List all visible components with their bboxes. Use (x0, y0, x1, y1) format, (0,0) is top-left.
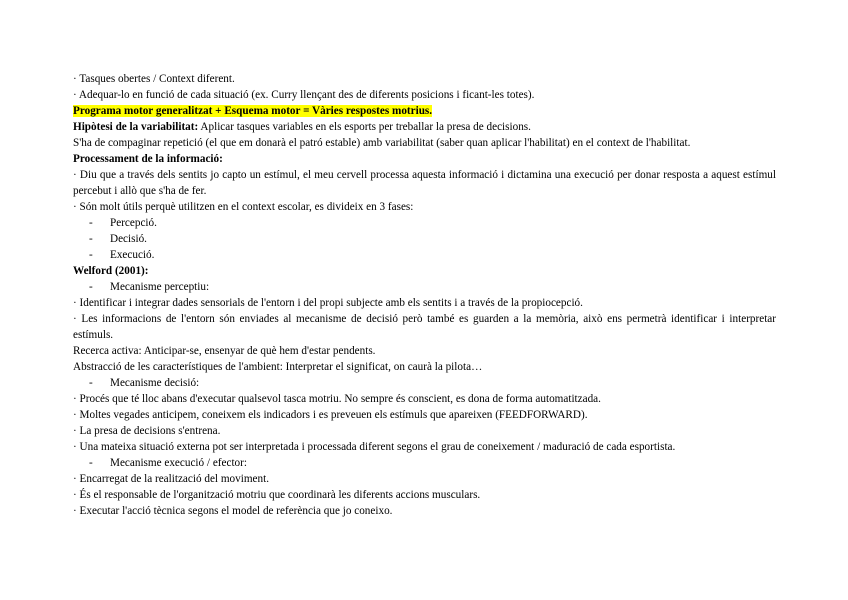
variability-text: Aplicar tasques variables en els esports per treballar la presa de decisions. (198, 121, 531, 133)
text-line: · És el responsable de l'organització motriu que coordinarà les diferents accions musculars. (73, 489, 481, 501)
dash-marker: - (89, 217, 93, 229)
list-item (73, 215, 776, 231)
text-line: · Identificar i integrar dades sensorials de l'entorn i del propi subjecte amb els sentits i a través de la propiocepció. (73, 297, 583, 309)
list-item-label: Percepció. (110, 217, 157, 229)
dash-marker: - (89, 281, 93, 293)
list-item (73, 279, 776, 295)
text-line: Abstracció de les característiques de l'ambient: Interpretar el significat, on caurà la pilota… (73, 361, 483, 373)
list-item (73, 375, 776, 391)
text-line: · Executar l'acció tècnica segons el model de referència que jo coneixo. (73, 505, 393, 517)
text-line: · Una mateixa situació externa pot ser interpretada i processada diferent segons el grau de coneixement / maduració de cada esportista. (73, 441, 676, 453)
text-line: Recerca activa: Anticipar-se, ensenyar de què hem d'estar pendents. (73, 345, 376, 357)
list-item-label: Mecanisme perceptiu: (110, 281, 210, 293)
variability-line (73, 119, 776, 135)
list-item-label: Mecanisme decisió: (110, 377, 200, 389)
paragraph: · Les informacions de l'entorn són enviades al mecanisme de decisió però també es guarden a la memòria, això ens permetrà identificar i interpretar estímuls. (73, 313, 776, 341)
list-item-label: Mecanisme execució / efector: (110, 457, 247, 469)
text-line: · Tasques obertes / Context diferent. (73, 73, 235, 85)
list-item (73, 231, 776, 247)
section-heading: Welford (2001): (73, 265, 149, 277)
text-line: · Adequar-lo en funció de cada situació (ex. Curry llençant des de diferents posicions i ficant-les totes). (73, 89, 535, 101)
dash-marker: - (89, 233, 93, 245)
text-line: · Són molt útils perquè utilitzen en el context escolar, es divideix en 3 fases: (73, 201, 414, 213)
list-item-label: Decisió. (110, 233, 147, 245)
text-line: · Moltes vegades anticipem, coneixem els indicadors i es preveuen els estímuls que apareixen (FEEDFORWARD). (73, 409, 588, 421)
text-line: · La presa de decisions s'entrena. (73, 425, 221, 437)
document-body (73, 71, 776, 519)
highlighted-heading (73, 103, 776, 119)
paragraph: · Diu que a través dels sentits jo capto un estímul, el meu cervell processa aquesta informació i dictamina una execució per donar resposta a aquest estímul percebut i allò que s'ha de fer. (73, 169, 776, 197)
text-line: · Encarregat de la realització del moviment. (73, 473, 269, 485)
list-item (73, 455, 776, 471)
highlighted-text: Programa motor generalitzat + Esquema motor = Vàries respostes motrius. (73, 105, 433, 117)
dash-marker: - (89, 457, 93, 469)
section-heading: Processament de la informació: (73, 153, 223, 165)
dash-marker: - (89, 249, 93, 261)
dash-marker: - (89, 377, 93, 389)
list-item-label: Execució. (110, 249, 155, 261)
variability-label: Hipòtesi de la variabilitat: (73, 121, 199, 133)
list-item (73, 247, 776, 263)
text-line: · Procés que té lloc abans d'executar qualsevol tasca motriu. No sempre és conscient, es dona de forma automatitzada. (73, 393, 601, 405)
text-line: S'ha de compaginar repetició (el que em donarà el patró estable) amb variabilitat (saber quan aplicar l'habilitat) en el context de l'habilitat. (73, 137, 691, 149)
